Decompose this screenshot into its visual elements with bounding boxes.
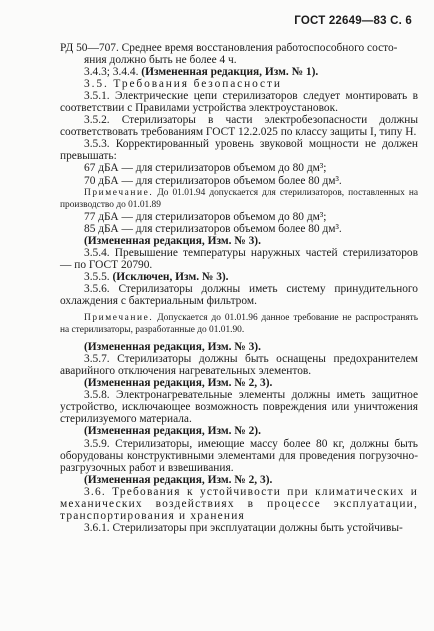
page-header: ГОСТ 22649—83 С. 6: [294, 15, 412, 27]
clause-paragraph: 3.5.3. Корректированный уровень звуковой мощности не должен превышать:: [60, 138, 418, 163]
section-heading: 3.5. Требования безопасности: [84, 78, 282, 91]
list-item: 70 дБА — для стерилизаторов объемом более 80 дм³.: [84, 174, 342, 187]
note-label: Примечание.: [84, 313, 154, 324]
clause-number: 3.4.3; 3.4.4.: [84, 66, 139, 79]
clause-paragraph: 3.5.6. Стерилизаторы должны иметь систему принудительного охлаждения с бактериальным фильтром.: [60, 282, 418, 307]
section-heading: 3.6. Требования к устойчивости при климатических и механических воздействиях в процессе эксплуатации, транспортирования и хранения: [60, 485, 418, 522]
amendment-note: (Измененная редакция, Изм. № 3).: [84, 341, 261, 354]
amendment-line: [60, 271, 418, 283]
note-paragraph: [60, 312, 418, 336]
list-item: 67 дБА — для стерилизаторов объемом до 80 дм³;: [84, 162, 327, 175]
amendment-note: (Измененная редакция, Изм. № 2).: [84, 425, 261, 438]
amendment-note: (Измененная редакция, Изм. № 3).: [84, 234, 261, 247]
list-item: 77 дБА — для стерилизаторов объемом до 80 дм³;: [84, 210, 327, 223]
clause-paragraph: 3.5.2. Стерилизаторы в части электробезопасности должны соответствовать требованиям ГОСТ 12.2.025 по классу защиты I, типу Н.: [60, 114, 418, 139]
amendment-note: (Измененная редакция, Изм. № 2, 3).: [84, 377, 273, 390]
amendment-note: (Измененная редакция, Изм. № 1).: [141, 66, 319, 79]
clause-paragraph: 3.5.8. Электронагревательные элементы должны иметь защитное устройство, исключающее возможность повреждения или уничтожения стерилизуемого материала.: [60, 389, 418, 426]
clause-paragraph: 3.5.9. Стерилизаторы, имеющие массу более 80 кг, должны быть оборудованы конструктивными элементами для проведения погрузочно-разгрузочных работ и взвешивания.: [60, 437, 418, 474]
amendment-note: (Исключен, Изм. № 3).: [112, 270, 229, 283]
clause-paragraph: 3.6.1. Стерилизаторы при эксплуатации должны быть устойчивы-: [84, 521, 403, 534]
clause-number: 3.5.5.: [84, 270, 110, 283]
clause-paragraph: 3.5.4. Превышение температуры наружных частей стерилизаторов — по ГОСТ 20790.: [60, 246, 418, 271]
note-text: Допускается до 01.01.96 данное требование не распространять на стерилизаторы, разработанные до 01.01.90.: [60, 313, 419, 336]
document-body: [60, 42, 418, 534]
amendment-note: (Измененная редакция, Изм. № 2, 3).: [84, 473, 273, 486]
note-paragraph: [60, 187, 418, 211]
clause-paragraph: 3.5.1. Электрические цепи стерилизаторов следует монтировать в соответствии с Правилами устройства электроустановок.: [60, 90, 418, 115]
text-line: РД 50—707. Среднее время восстановления работоспособного состо-: [60, 42, 398, 54]
list-item: 85 дБА — для стерилизаторов объемом более 80 дм³.: [84, 222, 342, 235]
amendment-line: [60, 66, 418, 78]
note-label: Примечание.: [84, 187, 154, 198]
text-line: яния должно быть не более 4 ч.: [84, 54, 237, 67]
clause-paragraph: 3.5.7. Стерилизаторы должны быть оснащены предохранителем аварийного отключения нагревательных элементов.: [60, 353, 418, 378]
note-text: До 01.01.94 допускается для стерилизаторов, поставленных на производство до 01.01.89: [60, 187, 418, 210]
